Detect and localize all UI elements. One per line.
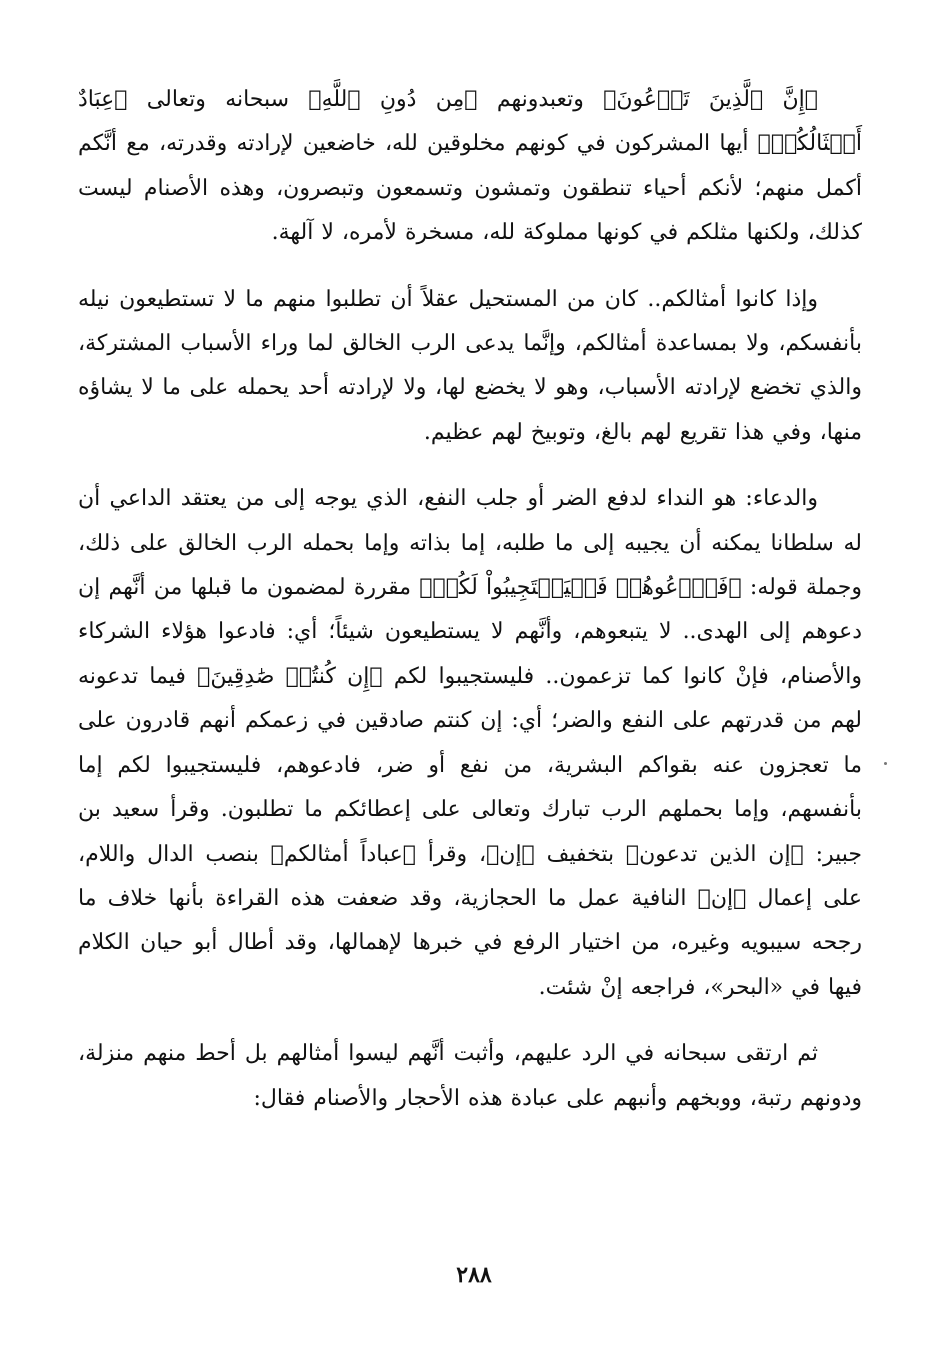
paragraph-2: وإذا كانوا أمثالكم.. كان من المستحيل عقلاً أن تطلبوا منهم ما لا تستطيعون نيله بأنفسكم، ولا بمساعدة أمثالكم، وإنَّما يدعى الرب الخالق لما وراء الأسباب المشتركة، والذي تخضع لإرادته الأسباب، وهو لا يخضع لها، ولا لإرادته أحد يحمله على ما لا يشاؤه منها، وفي هذا تقريع لهم بالغ، وتوبيخ لهم عظيم. [78, 286, 862, 445]
margin-mark [884, 762, 887, 765]
page-body [78, 78, 862, 1121]
page-number: ٢٨٨ [456, 1262, 492, 1288]
paragraph-4: ثم ارتقى سبحانه في الرد عليهم، وأثبت أنَّهم ليسوا أمثالهم بل أحط منهم منزلة، ودونهم رتبة، ووبخهم وأنبهم على عبادة هذه الأحجار والأصنام فقال: [78, 1041, 862, 1111]
paragraph-1: ﴿إِنَّ ٱلَّذِينَ تَدۡعُونَ﴾ وتعبدونهم ﴿مِن دُونِ ٱللَّهِ﴾ سبحانه وتعالى ﴿عِبَادٌ أَمۡثَالُكُمۡ﴾ أيها المشركون في كونهم مخلوقين لله، خاضعين لإرادته وقدرته، مع أنَّكم أكمل منهم؛ لأنكم أحياء تنطقون وتمشون وتسمعون وتبصرون، وهذه الأصنام ليست كذلك، ولكنها مثلكم في كونها مملوكة لله، مسخرة لأمره، لا آلهة. [78, 87, 862, 246]
paragraph-3: والدعاء: هو النداء لدفع الضر أو جلب النفع، الذي يوجه إلى من يعتقد الداعي أن له سلطانا يمكنه أن يجيبه إلى ما طلبه، إما بذاته وإما بحمله الرب الخالق على ذلك، وجملة قوله: ﴿فَٱدۡعُوهُمۡ فَلۡيَسۡتَجِيبُواْ لَكُمۡ﴾ مقررة لمضمون ما قبلها من أنَّهم إن دعوهم إلى الهدى.. لا يتبعوهم، وأنَّهم لا يستطيعون شيئاً؛ أي: فادعوا هؤلاء الشركاء والأصنام، فإنْ كانوا كما تزعمون.. فليستجيبوا لكم ﴿إِن كُنتُمۡ صَٰدِقِينَ﴾ فيما تدعونه لهم من قدرتهم على النفع والضر؛ أي: إن كنتم صادقين في زعمكم أنهم قادرون على ما تعجزون عنه بقواكم البشرية، من نفع أو ضر، فادعوهم، فليستجيبوا لكم إما بأنفسهم، وإما بحملهم الرب تبارك وتعالى على إعطائكم ما تطلبون. وقرأ سعيد بن جبير: ﴿إن الذين تدعون﴾ بتخفيف ﴿إن﴾، وقرأ ﴿عباداً أمثالكم﴾ بنصب الدال واللام، على إعمال ﴿إن﴾ النافية عمل ما الحجازية، وقد ضعفت هذه القراءة بأنها خلاف ما رجحه سيبويه وغيره، من اختيار الرفع في خبرها لإهمالها، وقد أطال أبو حيان الكلام فيها في «البحر»، فراجعه إنْ شئت. [78, 486, 862, 1000]
